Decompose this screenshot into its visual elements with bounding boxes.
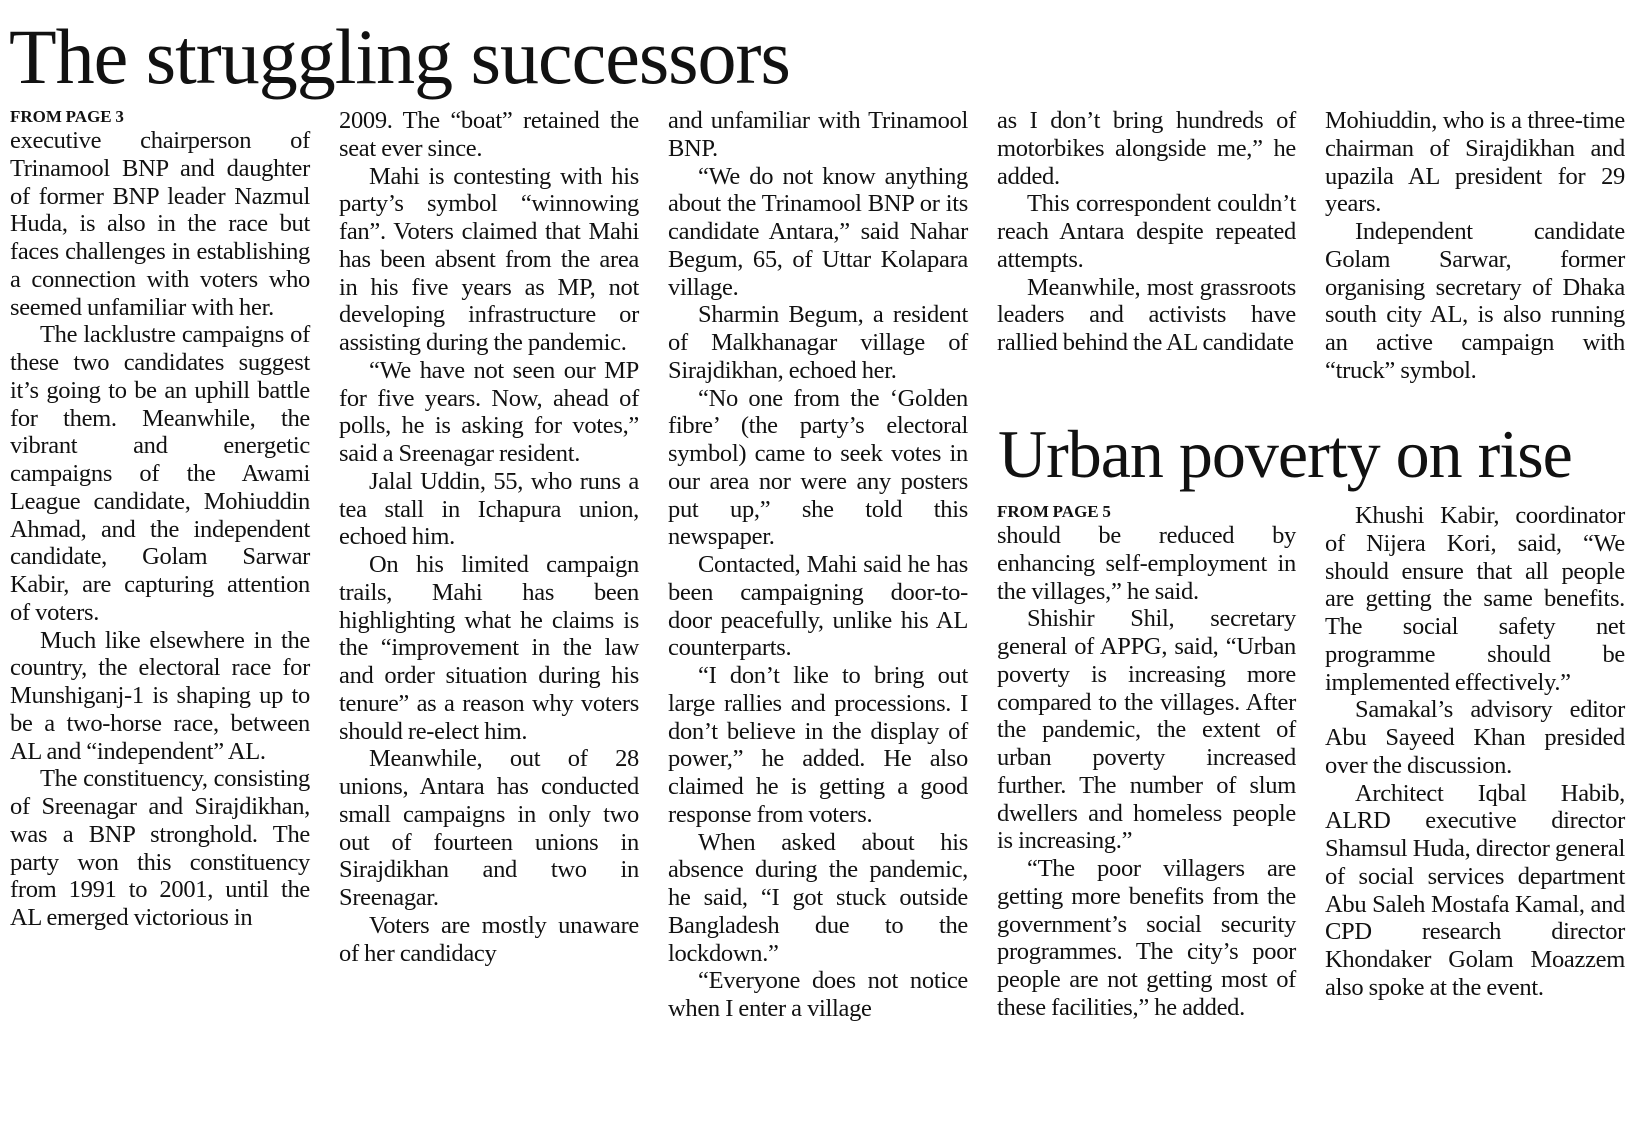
- paragraph: “We have not seen our MP for five years. Now, ahead of polls, he is asking for votes,” said a Sreenagar resident.: [339, 356, 639, 467]
- jump-from-page-5: FROM PAGE 5: [997, 502, 1111, 521]
- paragraph: as I don’t bring hundreds of motorbikes alongside me,” he added.: [997, 107, 1296, 190]
- story1-column-2: [339, 107, 639, 967]
- paragraph: executive chairperson of Trinamool BNP and daughter of former BNP leader Nazmul Huda, is also in the race but faces challenges in establishing a connection with voters who seemed unfamiliar with her.: [10, 127, 310, 321]
- story2-column-1: [997, 502, 1296, 1022]
- paragraph: The constituency, consisting of Sreenagar and Sirajdikhan, was a BNP stronghold. The party won this constituency from 1991 to 2001, until the AL emerged victorious in: [10, 765, 310, 931]
- paragraph: Sharmin Begum, a resident of Malkhanagar village of Sirajdikhan, echoed her.: [668, 301, 968, 384]
- story1-column-3: [668, 107, 968, 1023]
- paragraph: Meanwhile, most grassroots leaders and activists have rallied behind the AL candidate: [997, 273, 1296, 356]
- paragraph: Contacted, Mahi said he has been campaigning door-to-door peacefully, unlike his AL counterparts.: [668, 551, 968, 662]
- paragraph: On his limited campaign trails, Mahi has been highlighting what he claims is the “improvement in the law and order situation during his tenure” as a reason why voters should re-elect him.: [339, 551, 639, 745]
- jump-from-page-3: FROM PAGE 3: [10, 107, 124, 126]
- paragraph: Architect Iqbal Habib, ALRD executive director Shamsul Huda, director general of social services department Abu Saleh Mostafa Kamal, and CPD research director Khondaker Golam Moazzem also spoke at the event.: [1325, 779, 1625, 1001]
- paragraph: 2009. The “boat” retained the seat ever since.: [339, 107, 639, 162]
- paragraph: “No one from the ‘Golden fibre’ (the party’s electoral symbol) came to seek votes in our area nor were any posters put up,” she told this newspaper.: [668, 384, 968, 551]
- paragraph: Samakal’s advisory editor Abu Sayeed Khan presided over the discussion.: [1325, 696, 1625, 779]
- paragraph: and unfamiliar with Trinamool BNP.: [668, 107, 968, 162]
- paragraph: “The poor villagers are getting more benefits from the government’s social security programmes. The city’s poor people are not getting most of these facilities,” he added.: [997, 855, 1296, 1021]
- paragraph: Khushi Kabir, coordinator of Nijera Kori, said, “We should ensure that all people are getting the same benefits. The social safety net programme should be implemented effectively.”: [1325, 502, 1625, 696]
- paragraph: Shishir Shil, secretary general of APPG, said, “Urban poverty is increasing more compared to the villages. After the pandemic, the extent of urban poverty increased further. The number of slum dwellers and homeless people is increasing.”: [997, 605, 1296, 855]
- paragraph: should be reduced by enhancing self-employment in the villages,” he said.: [997, 522, 1296, 605]
- paragraph: Mohiuddin, who is a three-time chairman of Sirajdikhan and upazila AL president for 29 years.: [1325, 107, 1625, 218]
- paragraph: Meanwhile, out of 28 unions, Antara has conducted small campaigns in only two out of fourteen unions in Sirajdikhan and two in Sreenagar.: [339, 745, 639, 911]
- paragraph: Independent candidate Golam Sarwar, former organising secretary of Dhaka south city AL, is also running an active campaign with “truck” symbol.: [1325, 218, 1625, 384]
- story1-column-1: [10, 107, 310, 932]
- story1-column-4: [997, 107, 1296, 357]
- headline-urban-poverty: Urban poverty on rise: [998, 416, 1572, 492]
- story2-column-2: [1325, 502, 1625, 1002]
- paragraph: The lacklustre campaigns of these two candidates suggest it’s going to be an uphill battle for them. Meanwhile, the vibrant and energetic campaigns of the Awami League candidate, Mohiuddin Ahmad, and the independent candidate, Golam Sarwar Kabir, are capturing attention of voters.: [10, 321, 310, 626]
- paragraph: When asked about his absence during the pandemic, he said, “I got stuck outside Bangladesh due to the lockdown.”: [668, 828, 968, 967]
- paragraph: Jalal Uddin, 55, who runs a tea stall in Ichapura union, echoed him.: [339, 467, 639, 551]
- paragraph: Voters are mostly unaware of her candidacy: [339, 911, 639, 967]
- paragraph: “I don’t like to bring out large rallies and processions. I don’t believe in the display of power,” he added. He also claimed he is getting a good response from voters.: [668, 662, 968, 828]
- paragraph: Mahi is contesting with his party’s symbol “winnowing fan”. Voters claimed that Mahi has been absent from the area in his five years as MP, not developing infrastructure or assisting during the pandemic.: [339, 162, 639, 356]
- headline-struggling-successors: The struggling successors: [9, 13, 790, 100]
- paragraph: This correspondent couldn’t reach Antara despite repeated attempts.: [997, 190, 1296, 273]
- paragraph: “Everyone does not notice when I enter a village: [668, 967, 968, 1022]
- story1-column-5: [1325, 107, 1625, 385]
- paragraph: “We do not know anything about the Trinamool BNP or its candidate Antara,” said Nahar Begum, 65, of Uttar Kolapara village.: [668, 162, 968, 301]
- paragraph: Much like elsewhere in the country, the electoral race for Munshiganj-1 is shaping up to be a two-horse race, between AL and “independent” AL.: [10, 626, 310, 765]
